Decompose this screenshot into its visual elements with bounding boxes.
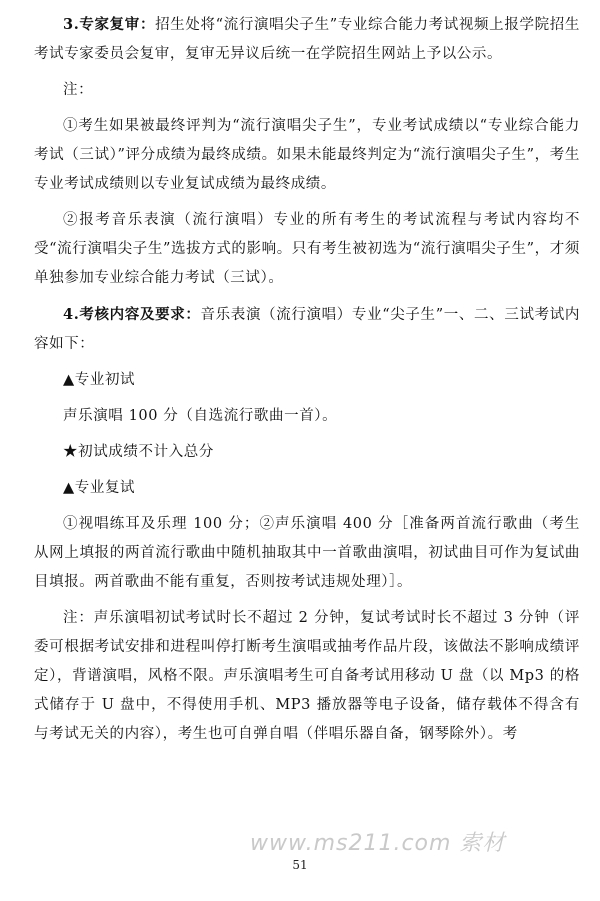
paragraph-preliminary-content: 声乐演唱 100 分（自选流行歌曲一首）。 [63,408,338,424]
paragraph-note-label: 注： [63,82,94,98]
paragraph-retest-heading: ▲专业复试 [63,480,136,496]
paragraph-expert-review: 3.专家复审：招生处将“流行演唱尖子生”专业综合能力考试视频上报学院招生考试专家委员会复审，复审无异议后统一在学院招生网站上予以公示。 [34,16,580,62]
paragraph-note-2: ②报考音乐表演（流行演唱）专业的所有考生的考试流程与考试内容均不受“流行演唱尖子生”选拔方式的影响。只有考生被初选为“流行演唱尖子生”，才须单独参加专业综合能力考试（三试）。 [34,212,580,286]
paragraph-preliminary-heading: ▲专业初试 [63,372,136,388]
document-page [34,10,580,756]
paragraph-preliminary-note: ★初试成绩不计入总分 [63,444,214,460]
paragraph-note-1: ①考生如果被最终评判为“流行演唱尖子生”，专业考试成绩以“专业综合能力考试（三试）”评分成绩为最终成绩。如果未能最终判定为“流行演唱尖子生”，考生专业考试成绩则以专业复试成绩为最终成绩。 [34,118,580,192]
watermark: www.ms211.com 索材 [250,831,506,856]
paragraph-vocal-note: 注：声乐演唱初试考试时长不超过 2 分钟，复试考试时长不超过 3 分钟（评委可根据考试安排和进程叫停打断考生演唱或抽考作品片段，该做法不影响成绩评定），背谱演唱，风格不限。声乐演唱考生可自备考试用移动 U 盘（以 Mp3 的格式储存于 U 盘中，不得使用手机、MP3 播放器等电子设备，储存载体不得含有与考试无关的内容），考生也可自弹自唱（伴唱乐器自备，钢琴除外）。考 [34,610,580,742]
paragraph-retest-content: ①视唱练耳及乐理 100 分；②声乐演唱 400 分［准备两首流行歌曲（考生从网上填报的两首流行歌曲中随机抽取其中一首歌曲演唱，初试曲目可作为复试曲目填报。两首歌曲不能有重复，否则按考试违规处理）］。 [34,516,580,590]
page-number: 51 [292,858,308,872]
paragraph-exam-content: 4.考核内容及要求：音乐表演（流行演唱）专业“尖子生”一、二、三试考试内容如下： [34,306,580,352]
